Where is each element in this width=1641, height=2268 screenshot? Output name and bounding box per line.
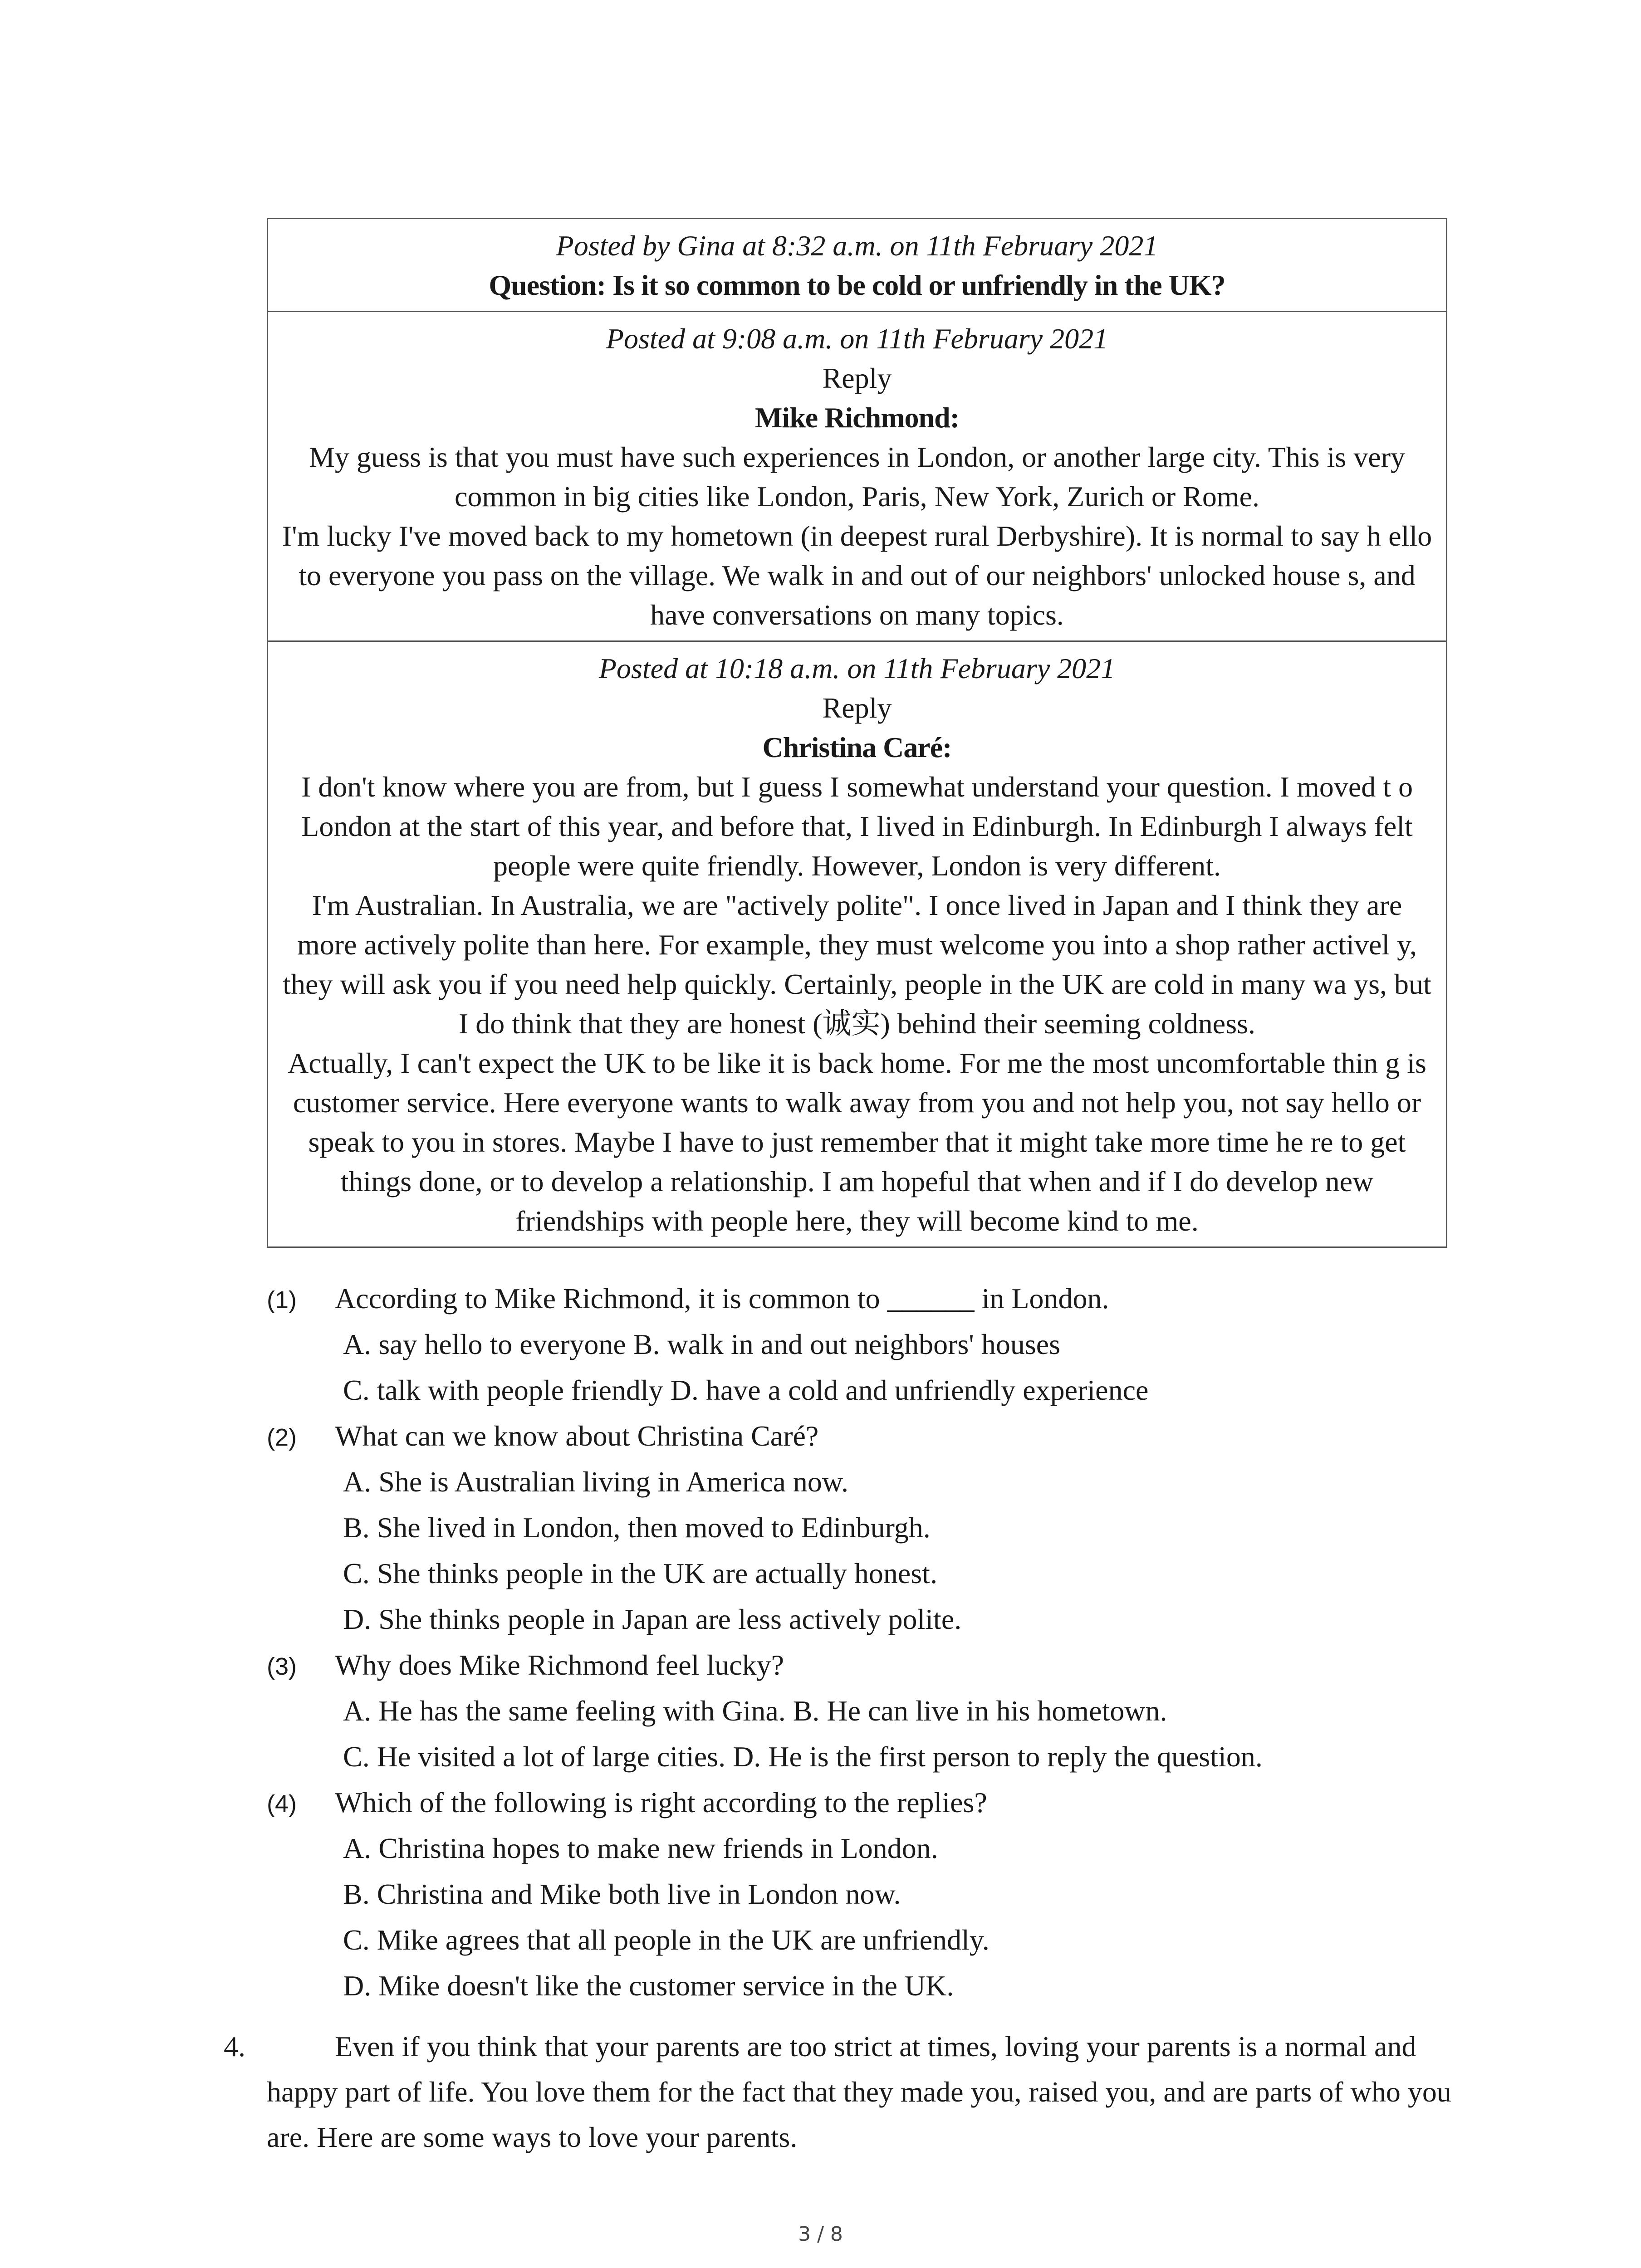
reply1-posted-line: Posted at 9:08 a.m. on 11th February 2021 (606, 323, 1108, 355)
reply2-paragraph: I'm Australian. In Australia, we are "actively polite". I once lived in Japan and I think they are more actively polite than here. For example, they must welcome you into a shop rather activel y, they will ask you if you need help quickly. Certainly, people in the UK are cold in many wa ys, but I do think that they are honest (诚实) behind their seeming coldness. (283, 889, 1431, 1040)
reply1-paragraph: My guess is that you must have such experiences in London, or another large city. This is very common in big cities like London, Paris, New York, Zurich or Rome. (309, 441, 1406, 513)
page-number: 3 / 8 (798, 2223, 843, 2246)
question-number: (2) (267, 1424, 297, 1451)
option-line: C. talk with people friendly D. have a cold and unfriendly experience (343, 1374, 1149, 1406)
question-item (267, 1276, 1492, 1413)
reply2-author: Christina Caré: (762, 731, 952, 763)
question-list (267, 1276, 1492, 2009)
reply2-paragraph: I don't know where you are from, but I guess I somewhat understand your question. I moved t o London at the start of this year, and before that, I lived in Edinburgh. In Edinburgh I always felt people were quite friendly. However, London is very different. (301, 771, 1413, 882)
question-text: According to Mike Richmond, it is common to ______ in London. (335, 1282, 1109, 1315)
reply1-label: Reply (822, 362, 892, 394)
question-title: Question: Is it so common to be cold or unfriendly in the UK? (489, 269, 1225, 301)
reply1-paragraph: I'm lucky I've moved back to my hometown (in deepest rural Derbyshire). It is normal to say h ello to everyone you pass on the village. We walk in and out of our neighbors' unlocked house s, and have conversations on many topics. (282, 520, 1432, 631)
option-line: D. Mike doesn't like the customer service in the UK. (343, 1970, 954, 2002)
question-item (267, 1642, 1492, 1779)
option-line: C. She thinks people in the UK are actually honest. (343, 1557, 937, 1589)
reply2-label: Reply (822, 692, 892, 724)
option-line: C. He visited a lot of large cities. D. He is the first person to reply the question. (343, 1740, 1263, 1773)
option-line: A. He has the same feeling with Gina. B. He can live in his hometown. (343, 1695, 1167, 1727)
question-item (267, 1779, 1492, 2009)
question-text: Why does Mike Richmond feel lucky? (335, 1649, 784, 1681)
question-number: (1) (267, 1286, 297, 1314)
question-item (267, 1413, 1492, 1642)
reply2-paragraph: Actually, I can't expect the UK to be like it is back home. For me the most uncomfortable thin g is customer service. Here everyone wants to walk away from you and not help you, not say hello or speak to you in stores. Maybe I have to just remember that it might take more time he re to get things done, or to develop a relationship. I am hopeful that when and if I do develop new friendships with people here, they will become kind to me. (288, 1047, 1426, 1237)
option-line: B. She lived in London, then moved to Edinburgh. (343, 1511, 931, 1544)
option-line: C. Mike agrees that all people in the UK are unfriendly. (343, 1924, 989, 1956)
passage-4 (224, 2024, 1458, 2160)
option-line: A. say hello to everyone B. walk in and out neighbors' houses (343, 1328, 1061, 1360)
option-line: A. Christina hopes to make new friends in London. (343, 1832, 938, 1864)
option-line: B. Christina and Mike both live in London now. (343, 1878, 901, 1910)
passage-number: 4. (224, 2030, 245, 2063)
option-line: D. She thinks people in Japan are less actively polite. (343, 1603, 962, 1635)
forum-table (267, 218, 1447, 1248)
question-posted-line: Posted by Gina at 8:32 a.m. on 11th February 2021 (556, 230, 1158, 262)
question-text: What can we know about Christina Caré? (335, 1420, 819, 1452)
reply-post-christina (268, 642, 1446, 1246)
question-number: (4) (267, 1790, 297, 1818)
question-post (268, 219, 1446, 312)
option-line: A. She is Australian living in America now. (343, 1466, 848, 1498)
passage-text: Even if you think that your parents are too strict at times, loving your parents is a normal and happy part of life. You love them for the fact that they made you, raised you, and are parts of who you are. Here are some ways to love your parents. (267, 2030, 1451, 2153)
question-text: Which of the following is right according to the replies? (335, 1786, 987, 1818)
reply-post-mike (268, 312, 1446, 642)
question-number: (3) (267, 1653, 297, 1680)
reply2-posted-line: Posted at 10:18 a.m. on 11th February 2021 (598, 652, 1116, 684)
reply1-author: Mike Richmond: (755, 401, 959, 434)
